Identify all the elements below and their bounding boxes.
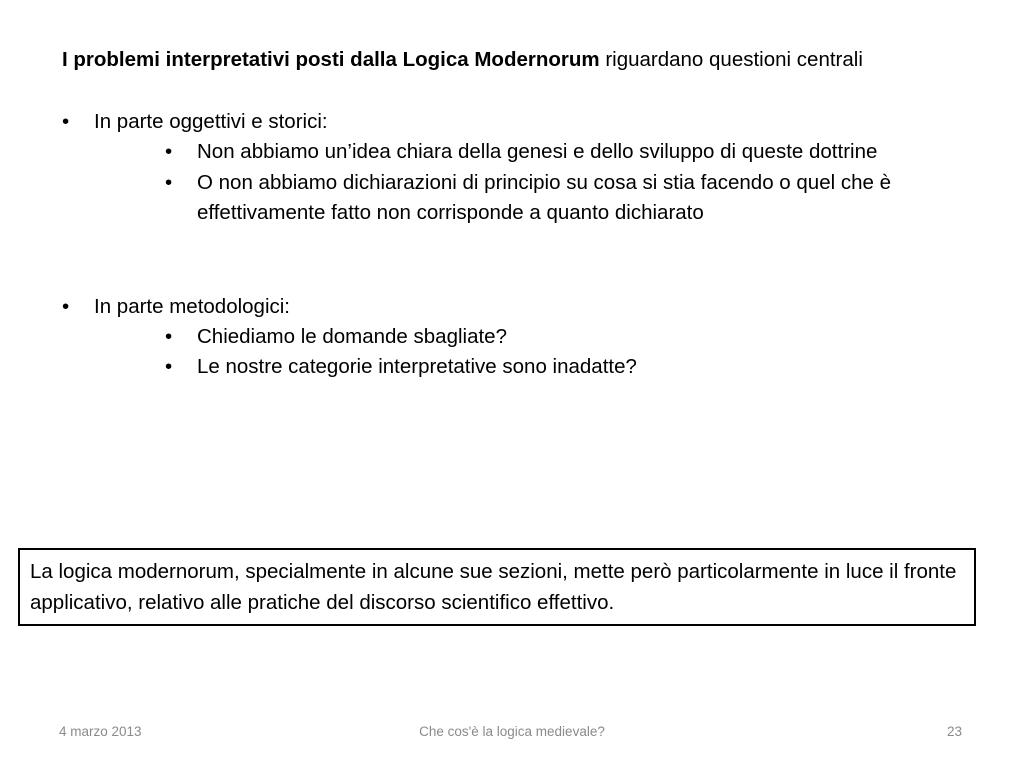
intro-bold-text: I problemi interpretativi posti dalla Logica Modernorum [62,48,600,71]
intro-rest-text: riguardano questioni centrali [599,48,863,71]
sub-bullet-domande: • Chiediamo le domande sbagliate? [165,322,962,353]
sub-bullet-list-oggettivi [62,137,962,229]
callout-box: La logica modernorum, specialmente in alcune sue sezioni, mette però particolarmente in luce il fronte applicativo, relativo alle pratiche del discorso scientifico effettivo. [18,548,976,626]
sub-bullet-dichiarazioni: • O non abbiamo dichiarazioni di principio su cosa si stia facendo o quel che è effettivamente fatto non corrisponde a quanto dichiarato [165,168,962,229]
sub-bullet-categorie: • Le nostre categorie interpretative sono inadatte? [165,352,962,383]
sub-bullet-genesi: • Non abbiamo un’idea chiara della genesi e dello sviluppo di queste dottrine [165,137,962,168]
slide-number: 23 [946,724,962,739]
bullet-oggettivi-label: In parte oggettivi e storici: [94,110,328,133]
slide-body [62,44,962,383]
bullet-metodologici [62,291,962,322]
footer-title: Che cos'è la logica medievale? [419,724,605,739]
intro-paragraph [62,44,962,75]
bullet-metodologici-label: In parte metodologici: [94,294,291,318]
bullet-oggettivi [62,106,962,137]
sub-list-wrapper-metodologici [62,322,962,383]
sub-list-wrapper-oggettivi [62,137,962,229]
sub-bullet-list-metodologici [62,322,962,383]
footer-date: 4 marzo 2013 [59,724,142,739]
main-bullet-list [62,106,962,383]
